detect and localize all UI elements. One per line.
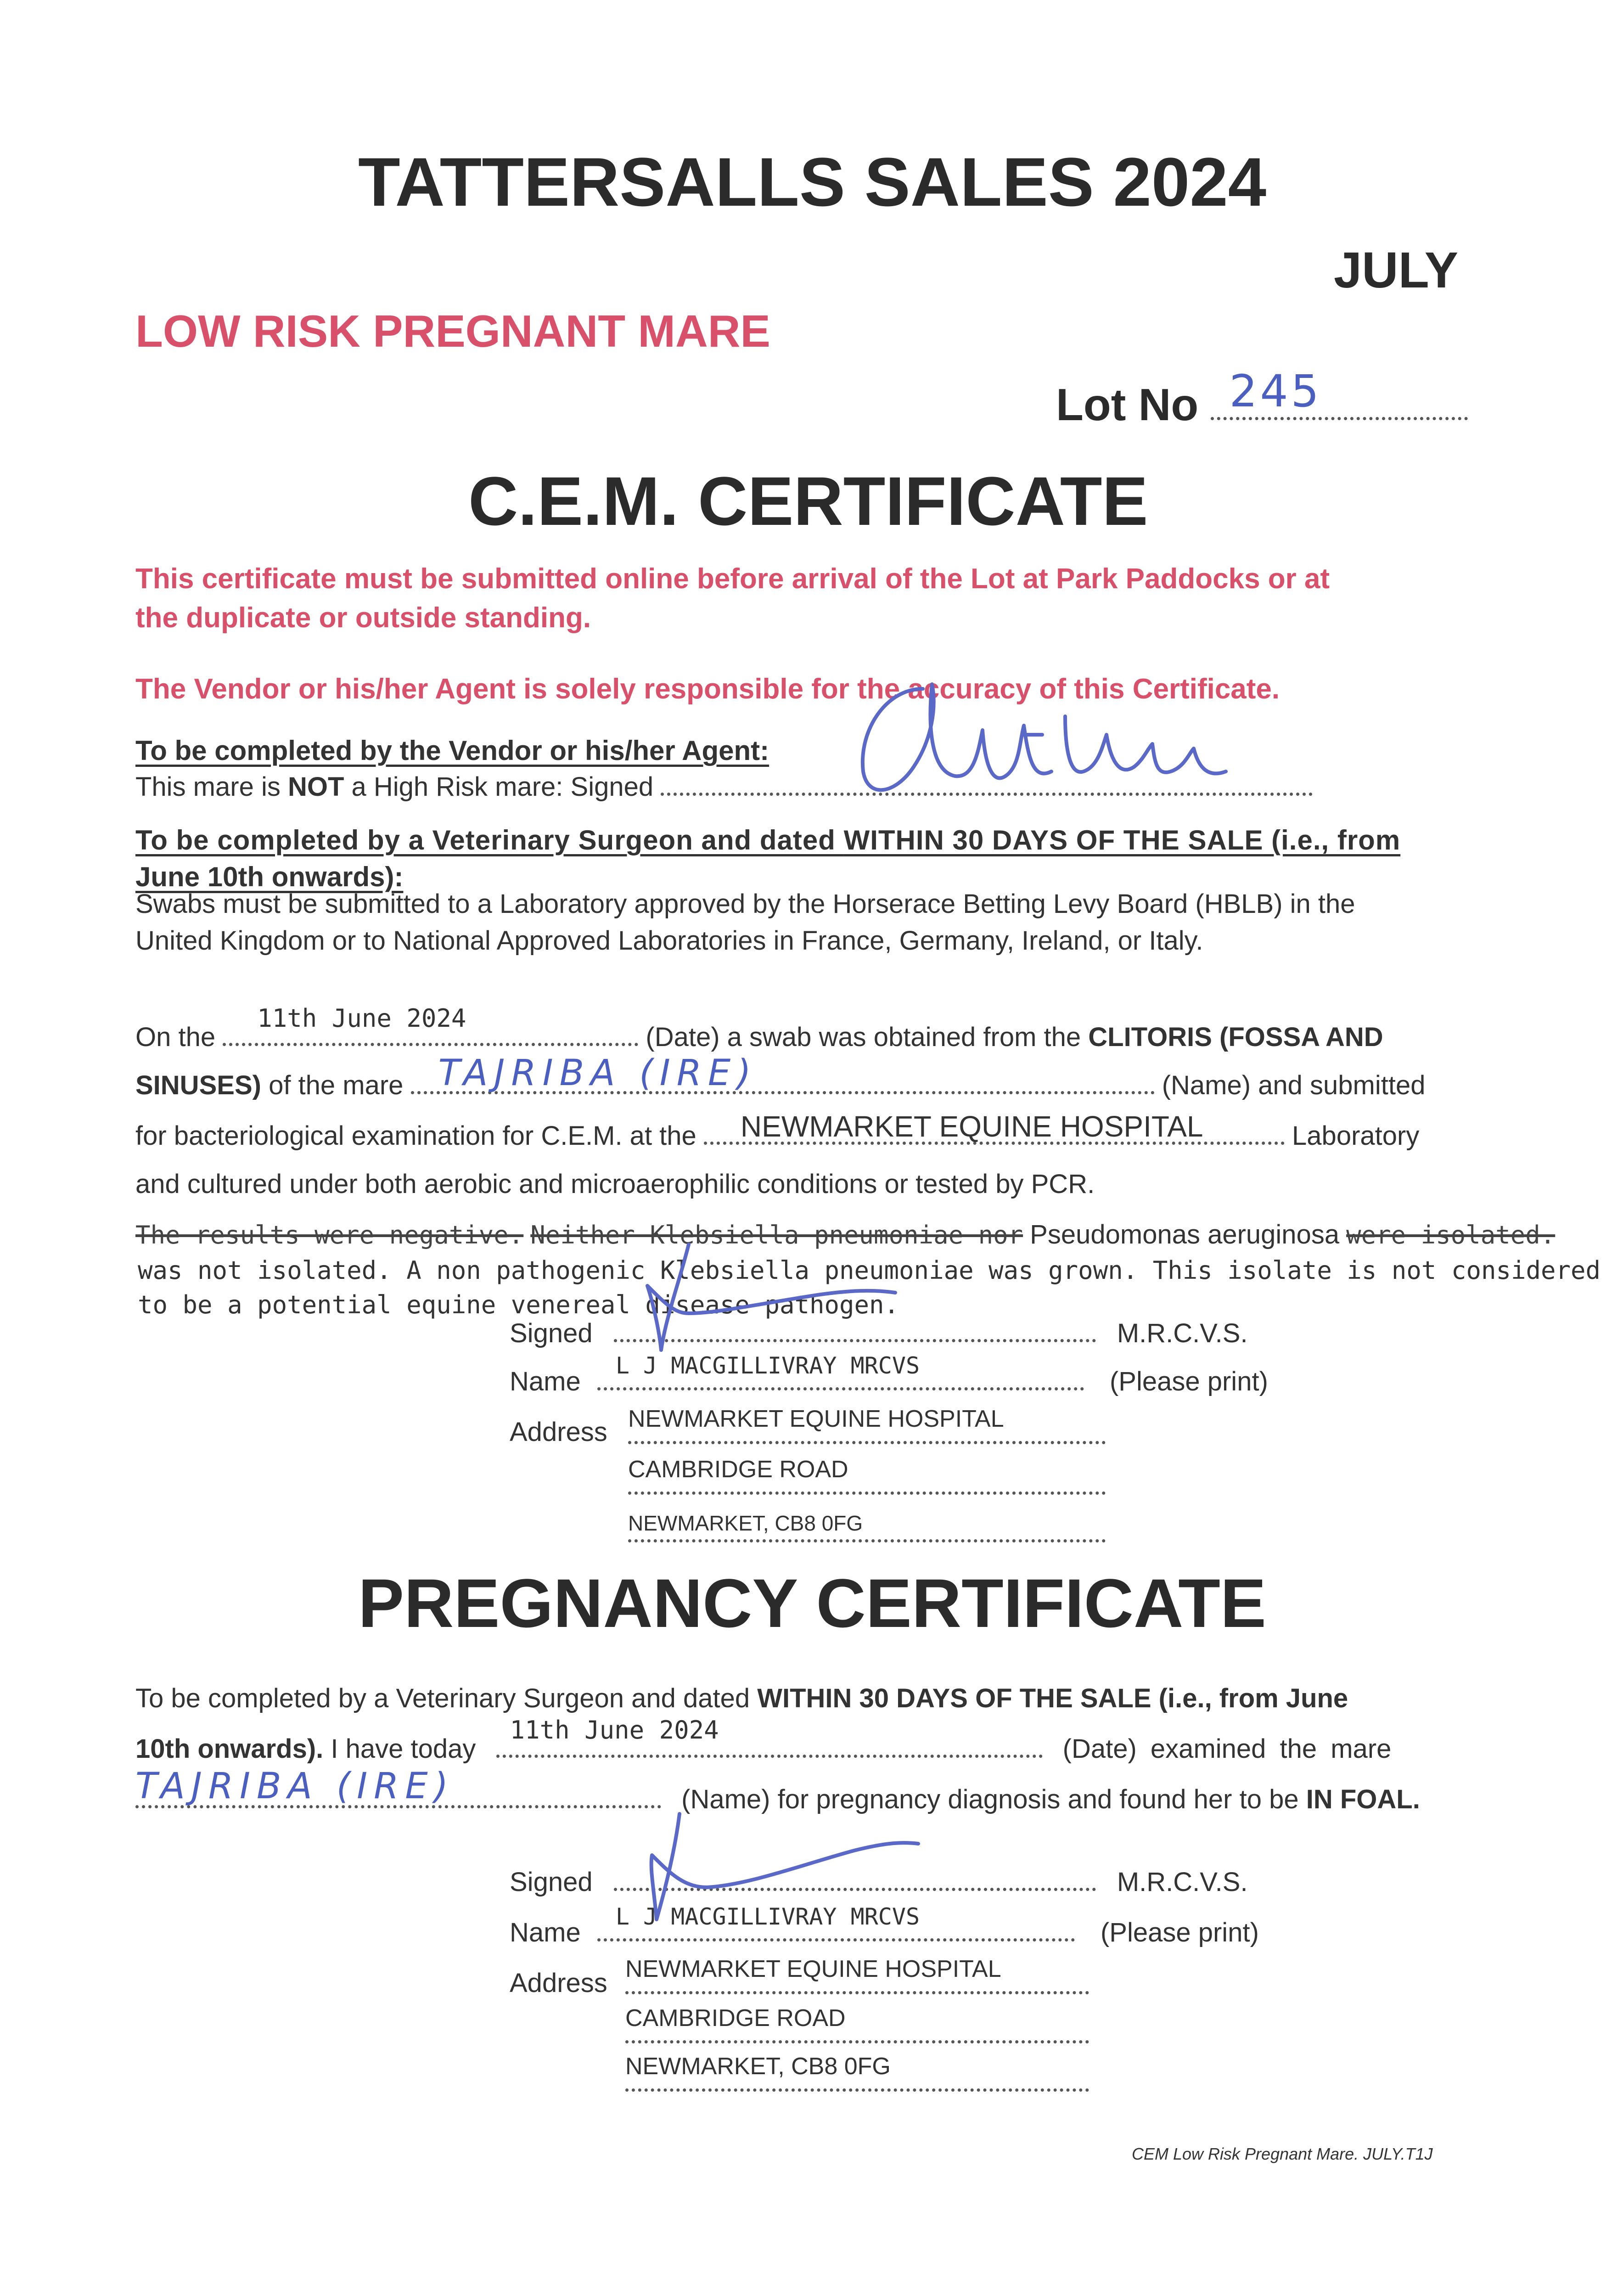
culture-conditions: and cultured under both aerobic and microaerophilic conditions or tested by PCR. <box>135 1169 1095 1199</box>
pregnancy-address-dots-3 <box>625 2088 1089 2092</box>
pregnancy-vet-signature-scribble <box>597 1800 1056 1938</box>
cem-address-dots-1 <box>628 1441 1106 1444</box>
result-line-3: to be a potential equine venereal disease pathogen. <box>138 1290 899 1319</box>
pregnancy-address-label: Address <box>510 1968 607 1998</box>
laboratory-field <box>704 1110 1285 1145</box>
cem-certificate-title: C.E.M. CERTIFICATE <box>468 462 1148 540</box>
pregnancy-signed-row: Signed M.R.C.V.S. <box>510 1867 1248 1897</box>
responsibility-notice: The Vendor or his/her Agent is solely responsible for the accuracy of this Certificate. <box>135 673 1280 705</box>
lot-number-field <box>1211 366 1468 420</box>
cem-name-row: Name L J MACGILLIVRAY MRCVS (Please print) <box>510 1352 1268 1396</box>
pregnancy-name-row: Name L J MACGILLIVRAY MRCVS (Please print) <box>510 1903 1259 1947</box>
cem-signed-row: Signed M.R.C.V.S. <box>510 1318 1248 1348</box>
result-line-2: was not isolated. A non pathogenic Klebsiella pneumoniae was grown. This isolate is not considered <box>138 1256 1601 1285</box>
pregnancy-line-1: To be completed by a Veterinary Surgeon and dated WITHIN 30 DAYS OF THE SALE (i.e., from June <box>135 1683 1348 1713</box>
vendor-section-heading: To be completed by the Vendor or his/her Agent: <box>135 735 769 766</box>
pregnancy-mare-field <box>135 1766 661 1808</box>
pregnancy-mare-value: TAJRIBA (IRE) <box>135 1766 455 1807</box>
cem-address-line-2: CAMBRIDGE ROAD <box>628 1456 848 1483</box>
vet-section-heading-cont: June 10th onwards): <box>135 861 404 892</box>
pregnancy-date-value: 11th June 2024 <box>510 1716 719 1745</box>
pregnancy-address-dots-2 <box>625 2040 1089 2043</box>
pregnancy-address-line-3: NEWMARKET, CB8 0FG <box>625 2053 891 2080</box>
laboratory-row: for bacteriological examination for C.E.M. at the NEWMARKET EQUINE HOSPITAL Laboratory <box>135 1110 1420 1151</box>
struck-negative-text: The results were negative. <box>135 1221 524 1249</box>
mare-name-row: SINUSES) of the mare TAJRIBA (IRE) (Name) and submitted <box>135 1052 1426 1100</box>
lot-number-row <box>1056 366 1468 431</box>
cem-address-dots-3 <box>628 1539 1106 1542</box>
cem-address-line-1: NEWMARKET EQUINE HOSPITAL <box>628 1406 1004 1432</box>
cem-address-dots-2 <box>628 1491 1106 1495</box>
pregnancy-vet-name-value: L J MACGILLIVRAY MRCVS <box>615 1903 920 1930</box>
submission-notice-line-2: the duplicate or outside standing. <box>135 602 591 634</box>
swab-instructions-line-1: Swabs must be submitted to a Laboratory approved by the Horserace Betting Levy Board (HBLB) in the <box>135 889 1355 919</box>
vendor-declaration: This mare is NOT a High Risk mare: Signed <box>135 771 1313 802</box>
vendor-signature-scribble <box>826 661 1286 827</box>
lot-number-value: 245 <box>1229 366 1322 417</box>
lot-label: Lot No <box>1056 379 1199 430</box>
mare-category: LOW RISK PREGNANT MARE <box>135 306 770 356</box>
sale-month: JULY <box>1334 242 1459 298</box>
mare-name-value: TAJRIBA (IRE) <box>438 1052 758 1094</box>
swab-date-row: On the 11th June 2024 (Date) a swab was obtained from the CLITORIS (FOSSA AND <box>135 1004 1383 1052</box>
pregnancy-certificate-title: PREGNANCY CERTIFICATE <box>358 1564 1266 1642</box>
pregnancy-address-line-2: CAMBRIDGE ROAD <box>625 2005 846 2032</box>
submission-notice-line-1: This certificate must be submitted online before arrival of the Lot at Park Paddocks or at <box>135 563 1330 595</box>
swab-instructions-line-2: United Kingdom or to National Approved Laboratories in France, Germany, Ireland, or Italy. <box>135 926 1203 956</box>
cem-address-line-3: NEWMARKET, CB8 0FG <box>628 1511 863 1535</box>
pregnancy-address-line-1: NEWMARKET EQUINE HOSPITAL <box>625 1956 1001 1982</box>
cem-address-label: Address <box>510 1417 607 1447</box>
swab-date-field <box>223 1004 638 1046</box>
form-reference: CEM Low Risk Pregnant Mare. JULY.T1J <box>1132 2144 1433 2163</box>
laboratory-value: NEWMARKET EQUINE HOSPITAL <box>740 1110 1203 1143</box>
pregnancy-line-2: 10th onwards). I have today 11th June 2024 (Date) examined the mare <box>135 1716 1392 1764</box>
pregnancy-address-dots-1 <box>625 1991 1089 1994</box>
document-title: TATTERSALLS SALES 2024 <box>358 143 1267 220</box>
struck-isolated-text: were isolated. <box>1346 1221 1556 1249</box>
cem-vet-name-value: L J MACGILLIVRAY MRCVS <box>615 1352 920 1379</box>
pseudomonas-text: Pseudomonas aeruginosa <box>1030 1220 1340 1249</box>
pregnancy-date-field <box>496 1716 1043 1758</box>
swab-date-value: 11th June 2024 <box>257 1004 466 1033</box>
vet-section-heading: To be completed by a Veterinary Surgeon and dated WITHIN 30 DAYS OF THE SALE (i.e., from <box>135 825 1401 855</box>
pregnancy-line-3: TAJRIBA (IRE) (Name) for pregnancy diagnosis and found her to be IN FOAL. <box>135 1766 1420 1814</box>
struck-klebsiella-text: Neither Klebsiella pneumoniae nor <box>530 1221 1023 1249</box>
cem-vet-signature-scribble <box>597 1235 1010 1373</box>
